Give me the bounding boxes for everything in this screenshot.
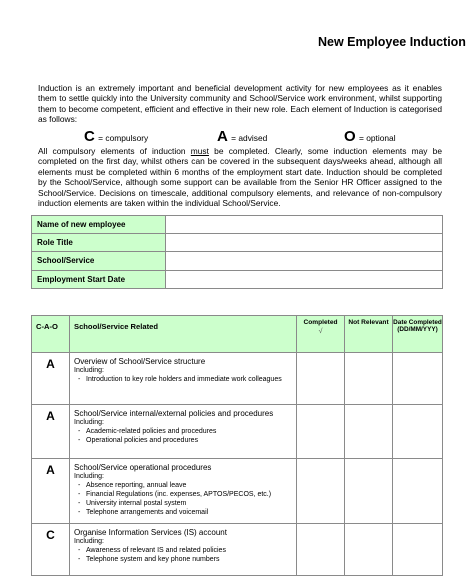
completed-cell[interactable]	[297, 353, 345, 405]
item-list	[74, 546, 293, 564]
table-row	[32, 405, 443, 459]
not-relevant-cell[interactable]	[345, 405, 393, 459]
table-header-row	[32, 316, 443, 353]
item-including: Including:	[74, 367, 104, 375]
completed-cell[interactable]	[297, 524, 345, 576]
para-text: be completed. Clearly, some induction elements may be completed on the first day, whilst others can be covered in the subsequent days/weeks ahead, although all elements must be completed within 6 months of the employment start date. Induction should be completed by the School/Service, although some support can be available from the Senior HR Officer assigned to the School/Service. Decisions on timescale, additional compulsory elements, and relevance of non-compulsory induction elements are taken within the individual School/Service.	[38, 146, 442, 209]
key-letter: O	[344, 128, 356, 145]
not-relevant-cell[interactable]	[345, 353, 393, 405]
item-including: Including:	[74, 419, 104, 427]
not-relevant-cell[interactable]	[345, 459, 393, 524]
item-heading: Overview of School/Service structure	[74, 357, 206, 366]
item-heading: School/Service internal/external policies and procedures	[74, 409, 274, 418]
key-optional	[344, 128, 396, 145]
employee-details-table	[31, 215, 443, 289]
item-including: Including:	[74, 538, 104, 546]
checkmark-icon: √	[318, 328, 323, 335]
item-including: Including:	[74, 473, 104, 481]
date-completed-cell[interactable]	[393, 353, 443, 405]
induction-item	[70, 524, 297, 576]
intro-paragraph: Induction is an extremely important and beneficial development activity for new employees as it enables them to settle quickly into the University community and School/Service work environment, whilst supporting them to become competent, efficient and effective in their new role. Each element of Induction is categorised as follows:	[38, 83, 442, 125]
column-header-not-relevant: Not Relevant	[345, 316, 393, 353]
employee-name-field[interactable]	[166, 216, 443, 234]
key-letter: A	[217, 128, 228, 145]
cao-code: A	[32, 459, 70, 524]
item-list	[74, 375, 293, 384]
induction-checklist-table	[31, 315, 443, 576]
item-heading: Organise Information Services (IS) account	[74, 528, 227, 537]
key-text: = optional	[359, 133, 396, 143]
cao-code: C	[32, 524, 70, 576]
column-header-related: School/Service Related	[70, 316, 297, 353]
key-text: = compulsory	[98, 133, 149, 143]
key-advised	[217, 128, 267, 145]
list-item: - Absence reporting, annual leave	[86, 481, 293, 490]
key-compulsory	[84, 128, 148, 145]
table-row	[32, 234, 443, 252]
field-label: School/Service	[32, 252, 166, 270]
item-list	[74, 427, 293, 445]
table-row	[32, 270, 443, 288]
table-row	[32, 252, 443, 270]
field-label: Employment Start Date	[32, 270, 166, 288]
date-completed-cell[interactable]	[393, 405, 443, 459]
underlined-word: must	[190, 146, 209, 156]
table-row	[32, 524, 443, 576]
column-header-completed	[297, 316, 345, 353]
para-text: All compulsory elements of induction	[38, 146, 191, 156]
list-item: - Operational policies and procedures	[86, 436, 293, 445]
not-relevant-cell[interactable]	[345, 524, 393, 576]
completed-cell[interactable]	[297, 405, 345, 459]
table-row	[32, 353, 443, 405]
list-item: - Telephone arrangements and voicemail	[86, 508, 293, 517]
induction-item	[70, 353, 297, 405]
induction-item	[70, 459, 297, 524]
key-text: = advised	[231, 133, 268, 143]
item-list	[74, 481, 293, 517]
date-completed-cell[interactable]	[393, 459, 443, 524]
induction-item	[70, 405, 297, 459]
column-header-cao: C-A-O	[32, 316, 70, 353]
date-completed-cell[interactable]	[393, 524, 443, 576]
page-title: New Employee Induction	[318, 35, 466, 49]
header-label: Completed	[303, 319, 338, 326]
requirements-paragraph	[38, 146, 442, 208]
role-title-field[interactable]	[166, 234, 443, 252]
school-service-field[interactable]	[166, 252, 443, 270]
table-row	[32, 459, 443, 524]
completed-cell[interactable]	[297, 459, 345, 524]
start-date-field[interactable]	[166, 270, 443, 288]
column-header-date-completed: Date Completed (DD/MM/YYY)	[393, 316, 443, 353]
list-item: - Telephone system and key phone numbers	[86, 555, 293, 564]
list-item: - University internal postal system	[86, 499, 293, 508]
cao-code: A	[32, 353, 70, 405]
field-label: Name of new employee	[32, 216, 166, 234]
list-item: - Introduction to key role holders and immediate work colleagues	[86, 375, 293, 384]
field-label: Role Title	[32, 234, 166, 252]
item-heading: School/Service operational procedures	[74, 463, 212, 472]
table-row	[32, 216, 443, 234]
list-item: - Academic-related policies and procedures	[86, 427, 293, 436]
cao-code: A	[32, 405, 70, 459]
list-item: - Financial Regulations (inc. expenses, APTOS/PECOS, etc.)	[86, 490, 293, 499]
key-letter: C	[84, 128, 95, 145]
list-item: - Awareness of relevant IS and related policies	[86, 546, 293, 555]
